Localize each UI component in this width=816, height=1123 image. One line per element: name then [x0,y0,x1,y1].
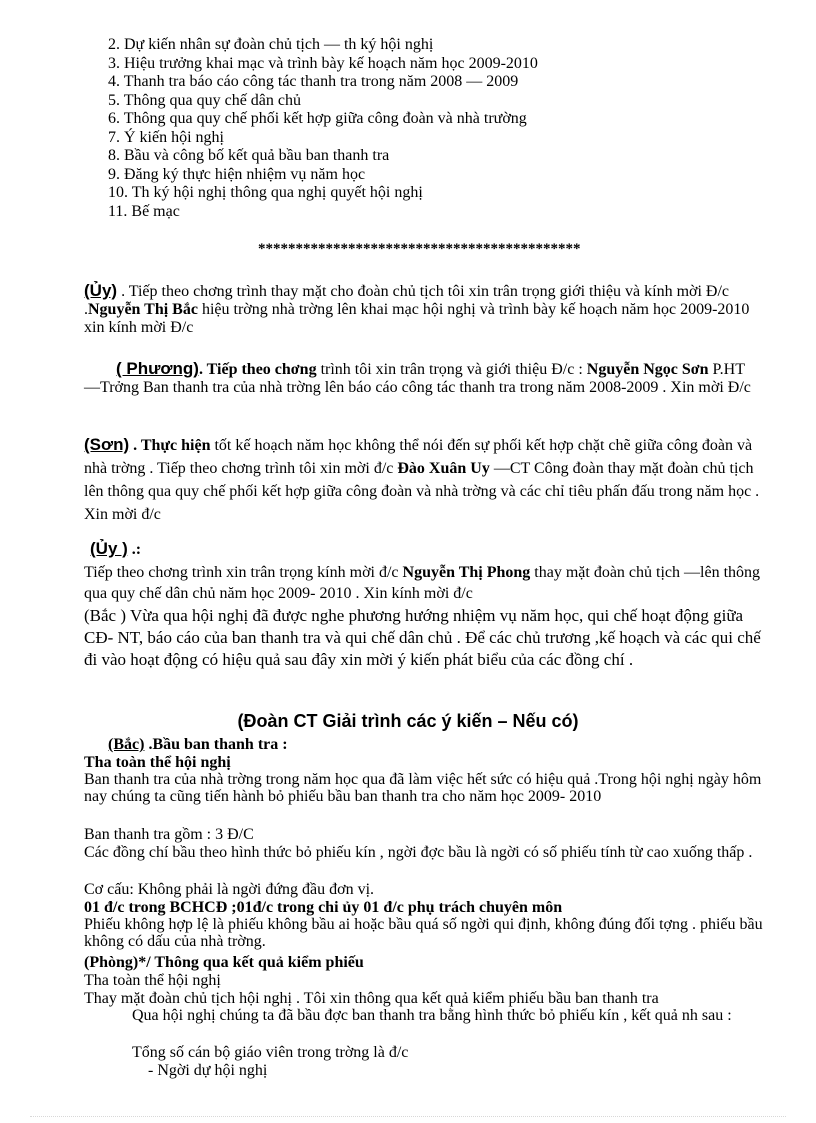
bold-text: . Thực hiện [129,437,211,454]
attendees-line: - Ngời dự hội nghị [148,1062,268,1079]
agenda-item: 3. Hiệu trưởng khai mạc và trình bày kế hoạch năm học 2009-2010 [108,54,538,72]
bold-text: .: [127,541,142,558]
structure-line: Cơ cấu: Không phải là ngời đứng đầu đơn vị. [84,881,375,898]
agenda-item: 6. Thông qua quy chế phối kết hợp giữa công đoàn và nhà trường [108,110,527,127]
paragraph-text: . Tiếp theo chơng trình thay mặt cho đoàn chủ tịch tôi xin trân trọng giới thiệu và kính mời Đ/c . [84,283,730,318]
person-name: Nguyễn Thị Bắc [88,301,198,318]
paragraph-text: trình tôi xin trân trọng và giới thiệu Đ/c : [316,361,587,378]
section-title: .Bầu ban thanh tra : [144,736,288,753]
agenda-item: 2. Dự kiến nhân sự đoàn chủ tịch — th ký hội nghị [108,36,434,53]
paragraph-election-intro: Ban thanh tra của nhà trờng trong năm học qua đã làm việc hết sức có hiệu quả .Trong hội nghị ngày hôm nay chúng ta cũng tiến hành bỏ phiếu bầu ban thanh tra cho năm học 2009- 2010 [84,771,762,805]
paragraph-phuong [84,360,764,397]
person-name: Nguyễn Thị Phong [402,564,531,581]
speaker-label: (Ủy) [84,281,118,300]
paragraph-text: —CT Công đoàn thay mặt đoàn chủ tịch lên thông qua quy chế phối kết hợp giữa công đoàn và nhà trờng và các chỉ tiêu phấn đấu trong năm học . Xin mời đ/c [84,460,760,523]
separator-line: ******************************************* [258,241,581,257]
vote-count-title: (Phòng)*/ Thông qua kết quả kiểm phiếu [84,954,364,971]
paragraph-text: thay mặt đoàn chủ tịch —lên thông qua quy chế dân chủ năm học 2009- 2010 . Xin kính mời đ/c [84,564,761,602]
paragraph-text: hiệu trờng nhà trờng lên khai mạc hội nghị và trình bày kế hoạch năm học 2009-2010 xin kính mời Đ/c [84,301,750,336]
speaker-label: (Ủy ) [90,539,128,558]
paragraph-invalid-ballots: Phiếu không hợp lệ là phiếu không bầu ai hoặc bầu quá số ngời qui định, không đúng đối tợng . phiếu bầu không có dấu của nhà trờng. [84,916,763,950]
paragraph-uy-intro [84,282,764,337]
staff-total: Tổng số cán bộ giáo viên trong trờng là đ/c [132,1044,409,1061]
result-intro: Thay mặt đoàn chủ tịch hội nghị . Tôi xin thông qua kết quả kiểm phiếu bầu ban thanh tra [84,990,659,1007]
paragraph-bac-opinions: (Bắc ) Vừa qua hội nghị đã được nghe phương hướng nhiệm vụ năm học, qui chế hoạt động giữa CĐ- NT, báo cáo của ban thanh tra và qui chế dân chủ . Để các chủ trương ,kế hoạch và các qui chế đi vào hoạt động có hiệu quả sau đây xin mời ý kiến phát biểu của các đồng chí . [84,606,761,669]
paragraph-voting-method: Các đồng chí bầu theo hình thức bỏ phiếu kín , ngời đợc bầu là ngời có số phiếu tính từ cao xuống thấp . [84,844,753,861]
greeting-line: Tha toàn thể hội nghị [84,972,221,989]
paragraph-son [84,433,764,526]
speaker-label: ( Phương) [116,359,199,378]
agenda-list [108,36,538,221]
agenda-item: 4. Thanh tra báo cáo công tác thanh tra trong năm 2008 — 2009 [108,73,519,90]
bold-text: . Tiếp theo chơng [198,361,317,378]
person-name: Nguyễn Ngọc Sơn [586,361,709,378]
structure-detail: 01 đ/c trong BCHCĐ ;01đ/c trong chi ủy 01 đ/c phụ trách chuyên môn [84,899,563,916]
agenda-item: 8. Bầu và công bố kết quả bầu ban thanh tra [108,147,390,164]
paragraph-text: Tiếp theo chơng trình xin trân trọng kính mời đ/c [84,564,403,581]
agenda-item: 9. Đăng ký thực hiện nhiệm vụ năm học [108,165,366,183]
election-title [108,736,288,754]
agenda-item: 11. Bế mạc [108,202,180,220]
greeting-line: Tha toàn thể hội nghị [84,754,231,771]
speaker-label: (Bắc) [108,736,145,753]
agenda-item: 7. Ý kiến hội nghị [108,128,224,146]
section-heading: (Đoàn CT Giải trình các ý kiến – Nếu có) [237,711,579,731]
paragraph-text: P.HT —Trởng Ban thanh tra của nhà trờng lên báo cáo công tác thanh tra trong năm 2008-2009 . Xin mời Đ/c [84,361,751,396]
paragraph-result: Qua hội nghị chúng ta đã bầu đợc ban thanh tra bằng hình thức bỏ phiếu kín , kết quả nh sau : [132,1007,732,1024]
speaker-label: (Sơn) [84,435,130,454]
person-name: Đào Xuân Uy [397,460,490,477]
paragraph-uy-speaker [84,540,764,559]
agenda-item: 5. Thông qua quy chế dân chủ [108,91,301,109]
paragraph-uy-phong [84,562,764,604]
paragraph-text: tốt kế hoạch năm học không thể nói đến sự phối kết hợp chặt chẽ giữa công đoàn và nhà trờng . Tiếp theo chơng trình tôi xin mời đ/c [84,437,753,477]
committee-size: Ban thanh tra gồm : 3 Đ/C [84,826,254,843]
page-bottom-rule [30,1116,786,1117]
agenda-item: 10. Th ký hội nghị thông qua nghị quyết hội nghị [108,184,423,201]
